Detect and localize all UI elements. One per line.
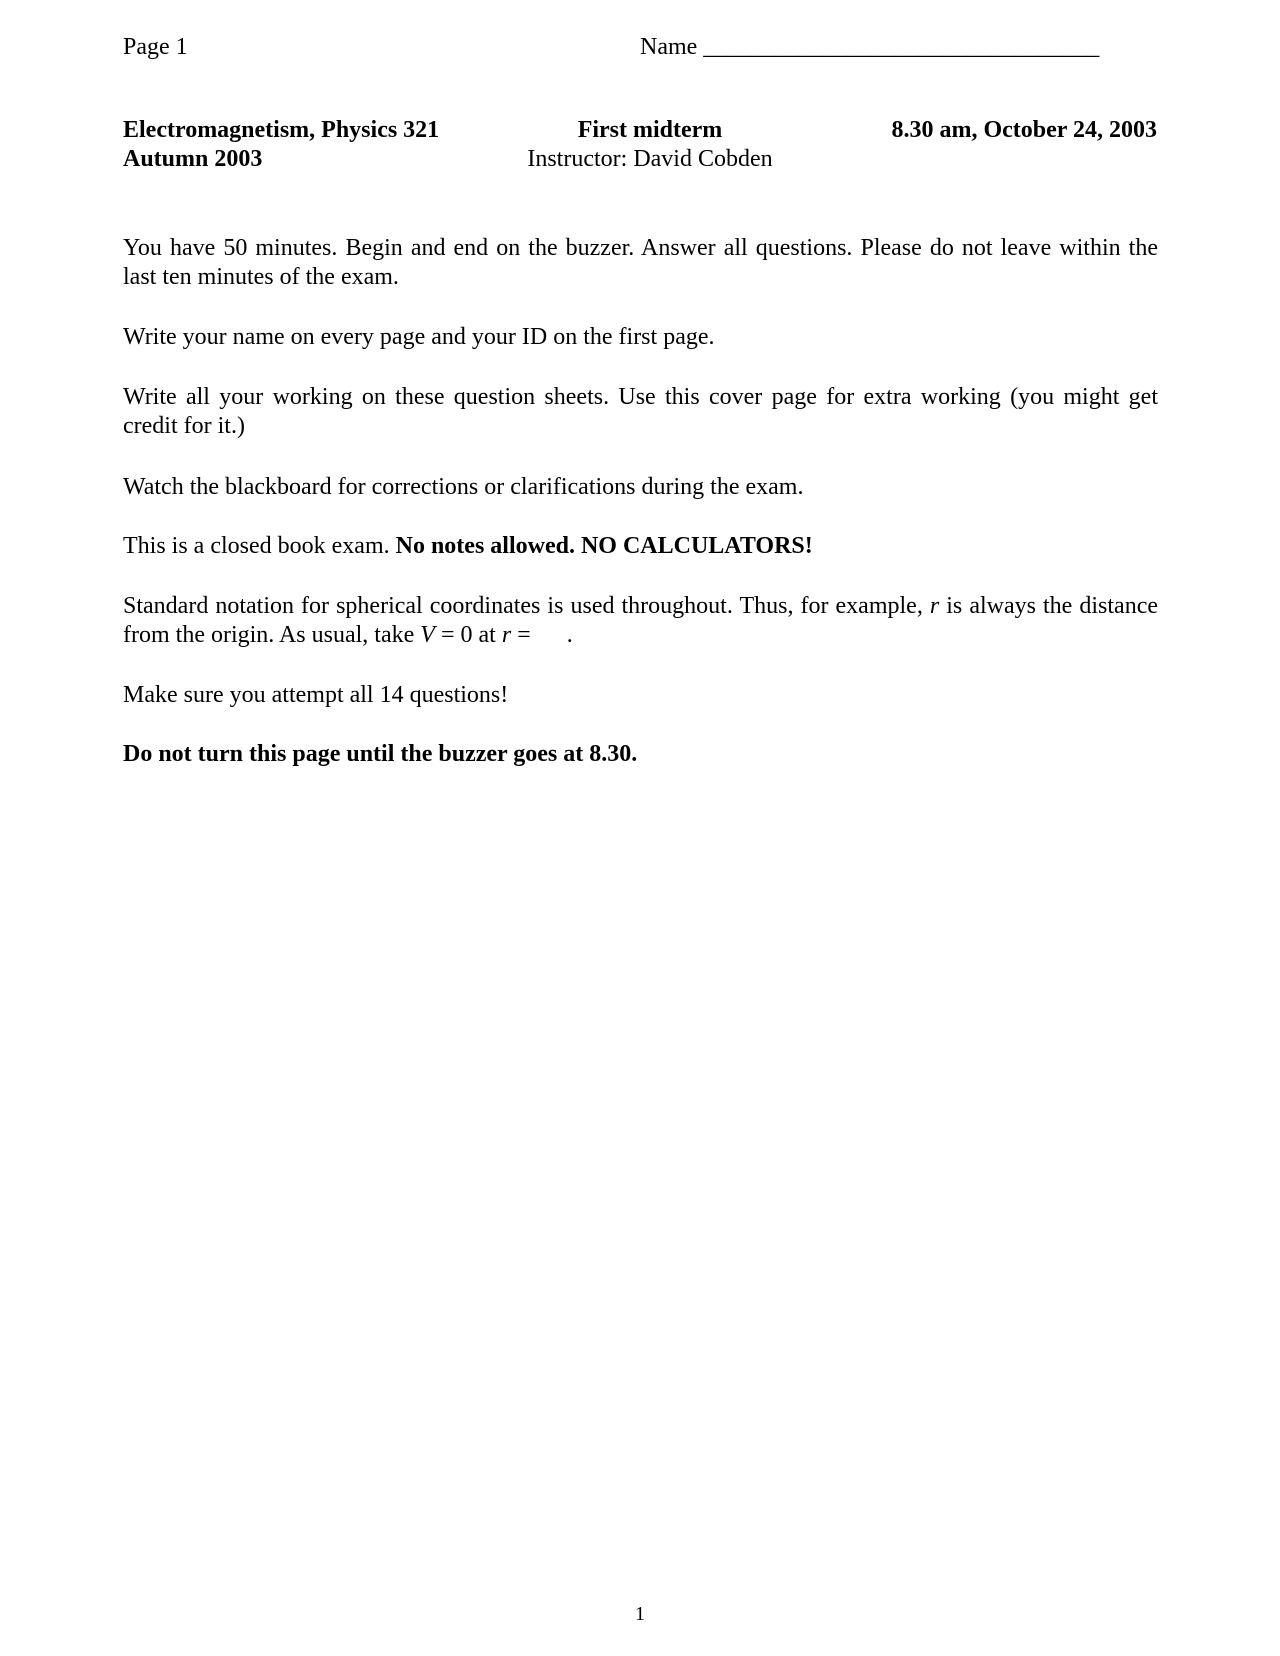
page-label: Page 1	[123, 34, 188, 60]
notation-var-r: r	[929, 593, 940, 619]
closed-book-text: This is a closed book exam.	[123, 533, 396, 559]
notation-text-c: = 0 at	[434, 622, 502, 648]
footer-page-number: 1	[635, 1603, 645, 1625]
notation-text-e: .	[566, 622, 573, 648]
exam-title: First midterm	[577, 117, 723, 143]
notation-text-a: Standard notation for spherical coordinates is used throughout. Thus, for example,	[123, 593, 930, 619]
instruction-notation	[123, 592, 1158, 650]
instruction-write-name: Write your name on every page and your ID on the first page.	[123, 324, 715, 350]
notation-var-v: V	[420, 622, 435, 648]
notation-var-r2: r	[501, 622, 512, 648]
course-term: Autumn 2003	[123, 146, 263, 172]
instruction-attempt-all: Make sure you attempt all 14 questions!	[123, 682, 509, 708]
instruction-time-limit: You have 50 minutes. Begin and end on the buzzer. Answer all questions. Please do not leave within the last ten minutes of the exam.	[123, 235, 1158, 290]
instruction-closed-book	[123, 532, 1158, 561]
instruction-working: Write all your working on these question sheets. Use this cover page for extra working (you might get credit for it.)	[123, 384, 1158, 439]
instruction-do-not-turn: Do not turn this page until the buzzer goes at 8.30.	[123, 741, 638, 767]
no-notes-warning: No notes allowed. NO CALCULATORS!	[395, 533, 813, 559]
notation-text-d: =	[511, 622, 537, 648]
notation-text-b: is always the distance from the origin. As usual, take	[123, 593, 1159, 648]
course-title: Electromagnetism, Physics 321	[123, 117, 440, 143]
name-field-label: Name _________________________________	[640, 34, 1100, 60]
instructor-line: Instructor: David Cobden	[527, 146, 773, 172]
exam-datetime: 8.30 am, October 24, 2003	[891, 117, 1157, 143]
instruction-blackboard: Watch the blackboard for corrections or clarifications during the exam.	[123, 474, 804, 500]
